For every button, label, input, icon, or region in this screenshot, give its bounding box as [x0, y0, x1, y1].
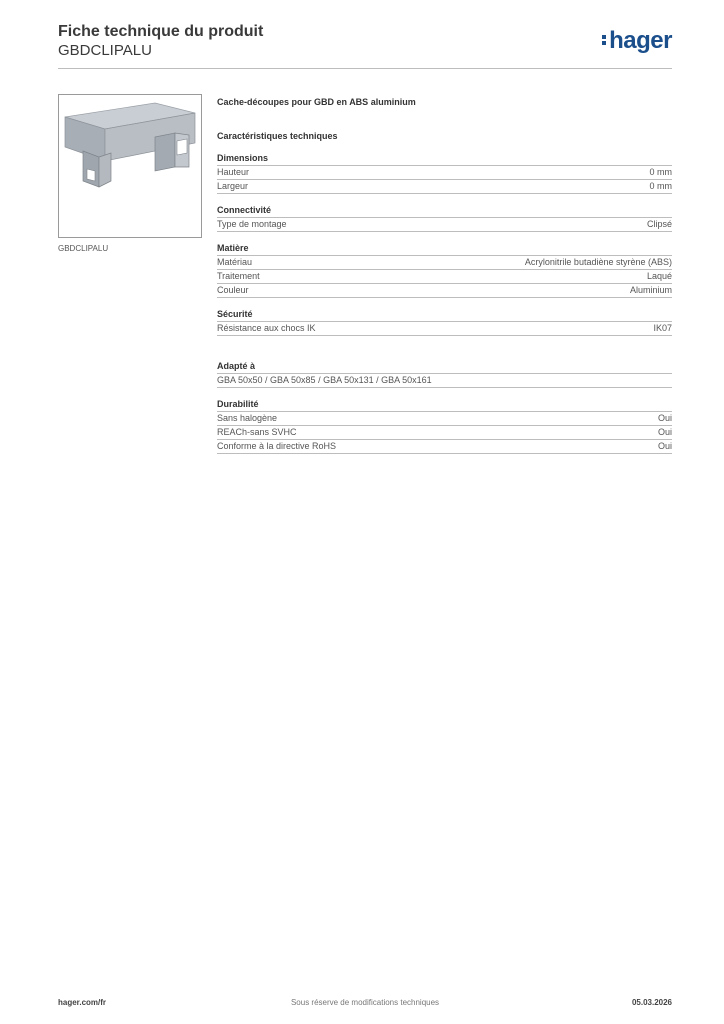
spec-row [217, 283, 672, 298]
spec-label: Résistance aux chocs IK [217, 323, 316, 333]
spec-row [217, 179, 672, 194]
spec-value: 0 mm [649, 181, 672, 191]
section-title: Adapté à [217, 361, 256, 371]
section-title: Connectivité [217, 205, 272, 215]
spec-value: IK07 [653, 323, 672, 333]
spec-row [217, 411, 672, 425]
spec-label: Conforme à la directive RoHS [217, 441, 337, 451]
spec-value: Acrylonitrile butadiène styrène (ABS) [524, 257, 672, 267]
spec-label: Largeur [217, 181, 249, 191]
image-caption: GBDCLIPALU [58, 244, 109, 253]
footer-website-link[interactable]: hager.com/fr [58, 998, 107, 1007]
spec-value: Aluminium [629, 285, 672, 295]
page-title: Fiche technique du produit [58, 23, 264, 40]
section-securite [217, 308, 672, 336]
spec-value: Oui [657, 441, 672, 451]
spec-label: Traitement [217, 271, 260, 281]
spec-value: Clipsé [646, 219, 672, 229]
spec-value: Oui [657, 413, 672, 423]
product-description: Cache-découpes pour GBD en ABS aluminium [217, 97, 416, 107]
spec-content [217, 96, 672, 454]
spec-label: Matériau [217, 257, 253, 267]
spec-row [217, 373, 672, 388]
header-divider [58, 68, 672, 69]
spec-row [217, 165, 672, 179]
spec-row [217, 255, 672, 269]
footer-date: 05.03.2026 [631, 998, 672, 1007]
section-title: Sécurité [217, 309, 253, 319]
page-header [58, 22, 672, 60]
section-dimensions [217, 152, 672, 194]
section-durabilite [217, 398, 672, 454]
section-title: Matière [217, 243, 249, 253]
spec-row [217, 217, 672, 232]
section-adapte [217, 360, 672, 388]
spec-row [217, 321, 672, 336]
spec-row [217, 269, 672, 283]
section-title: Durabilité [217, 399, 259, 409]
hager-logo: hager [602, 27, 672, 55]
section-title: Dimensions [217, 153, 269, 163]
section-connectivite [217, 204, 672, 232]
logo-dots-icon [602, 33, 607, 47]
spec-row [217, 439, 672, 454]
product-image [58, 94, 202, 238]
spec-value: 0 mm [649, 167, 672, 177]
spec-label: Hauteur [217, 167, 250, 177]
spec-value: Oui [657, 427, 672, 437]
spec-label: REACh-sans SVHC [217, 427, 297, 437]
spec-label: Sans halogène [217, 413, 278, 423]
tech-specs-heading: Caractéristiques techniques [217, 131, 338, 141]
spec-label: GBA 50x50 / GBA 50x85 / GBA 50x131 / GBA 50x161 [217, 375, 432, 385]
spec-row [217, 425, 672, 439]
spec-value: Laqué [646, 271, 672, 281]
product-reference: GBDCLIPALU [58, 42, 152, 59]
product-illustration-icon [59, 95, 201, 237]
footer-disclaimer: Sous réserve de modifications techniques [290, 998, 440, 1007]
spec-label: Couleur [217, 285, 249, 295]
section-matiere [217, 242, 672, 298]
spec-label: Type de montage [217, 219, 287, 229]
